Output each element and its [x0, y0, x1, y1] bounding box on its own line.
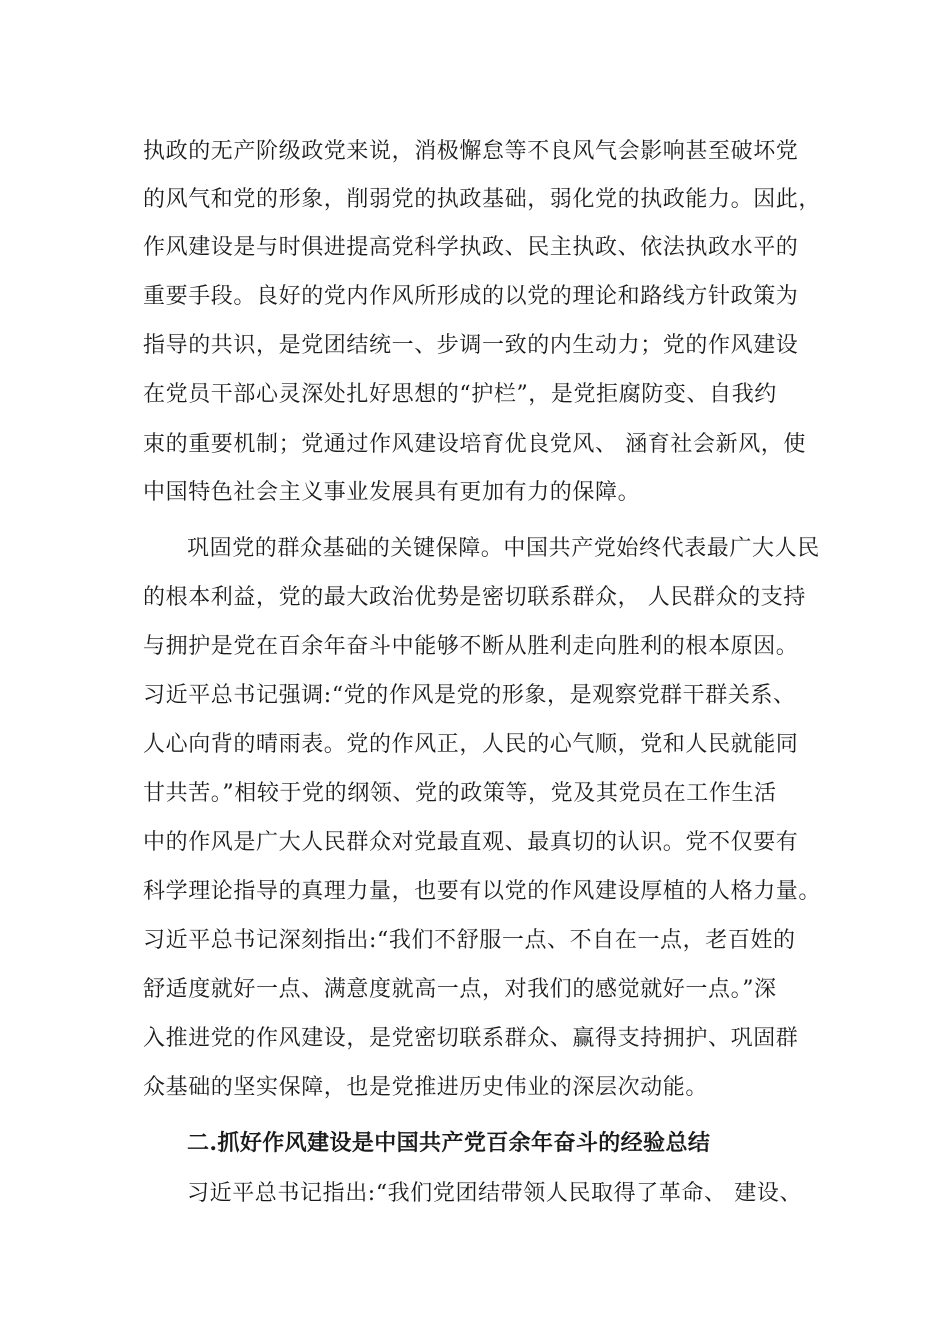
- text-line: 科学理论指导的真理力量，也要有以党的作风建设厚植的人格力量。: [143, 879, 822, 904]
- text-line: 习近平总书记深刻指出:“我们不舒服一点、不自在一点，老百姓的: [143, 928, 796, 953]
- text-line: 中的作风是广大人民群众对党最直观、最真切的认识。党不仅要有: [143, 830, 799, 855]
- text-line: 习近平总书记强调:“党的作风是党的形象，是观察党群干群关系、: [143, 683, 796, 708]
- paragraph-first-line: 习近平总书记指出:“我们党团结带领人民取得了革命、 建设、: [187, 1181, 803, 1206]
- text-line: 人心向背的晴雨表。党的作风正，人民的心气顺，党和人民就能同: [143, 732, 799, 757]
- text-line: 在党员干部心灵深处扎好思想的“护栏”，是党拒腐防变、自我约: [143, 382, 777, 407]
- text-line: 入推进党的作风建设，是党密切联系群众、赢得支持拥护、巩固群: [143, 1026, 799, 1051]
- text-line: 的根本利益，党的最大政治优势是密切联系群众， 人民群众的支持: [143, 585, 806, 610]
- text-line: 与拥护是党在百余年奋斗中能够不断从胜利走向胜利的根本原因。: [143, 634, 799, 659]
- text-line: 甘共苦。”相较于党的纲领、党的政策等，党及其党员在工作生活: [143, 781, 777, 806]
- text-line: 作风建设是与时俱进提高党科学执政、民主执政、依法执政水平的: [143, 235, 799, 260]
- section-heading: 二.抓好作风建设是中国共产党百余年奋斗的经验总结: [187, 1130, 711, 1156]
- text-line: 的风气和党的形象，削弱党的执政基础，弱化党的执政能力。因此，: [143, 187, 822, 212]
- paragraph-first-line: 巩固党的群众基础的关键保障。中国共产党始终代表最广大人民: [187, 536, 820, 561]
- text-line: 束的重要机制；党通过作风建设培育优良党风、 涵育社会新风，使: [143, 432, 806, 457]
- text-line: 舒适度就好一点、满意度就高一点，对我们的感觉就好一点。”深: [143, 977, 777, 1002]
- text-line: 重要手段。良好的党内作风所形成的以党的理论和路线方针政策为: [143, 284, 799, 309]
- text-line: 执政的无产阶级政党来说，消极懈怠等不良风气会影响甚至破坏党: [143, 139, 799, 164]
- text-line: 中国特色社会主义事业发展具有更加有力的保障。: [143, 480, 641, 505]
- text-line: 众基础的坚实保障，也是党推进历史伟业的深层次动能。: [143, 1075, 709, 1100]
- text-line: 指导的共识，是党团结统一、步调一致的内生动力；党的作风建设: [143, 333, 799, 358]
